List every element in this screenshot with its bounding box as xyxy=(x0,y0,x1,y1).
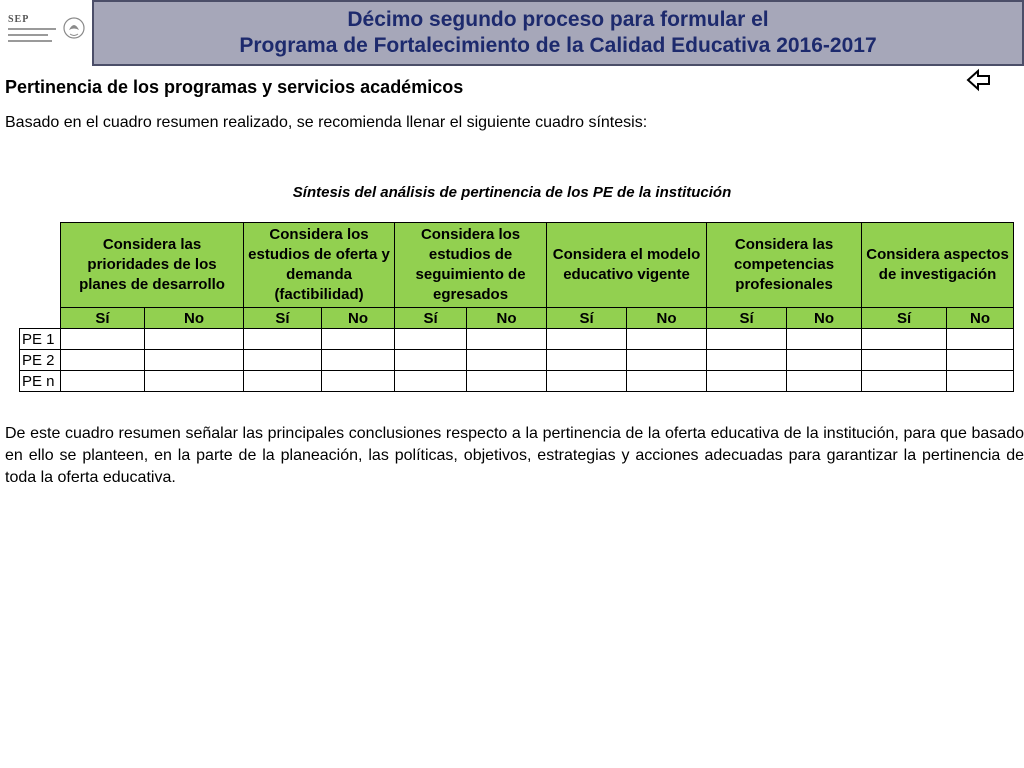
table-cell[interactable] xyxy=(322,350,395,371)
table-cell[interactable] xyxy=(947,371,1014,392)
yes-header: Sí xyxy=(707,308,787,329)
no-header: No xyxy=(467,308,547,329)
table-cell[interactable] xyxy=(322,371,395,392)
table-cell[interactable] xyxy=(707,371,787,392)
table-cell[interactable] xyxy=(467,329,547,350)
conclusion-text: De este cuadro resumen señalar las principales conclusiones respecto a la pertinencia de la oferta educativa de la institución, para que basado en ello se planteen, en la parte de la planeación, las políticas, objetivos, estrategias y acciones adecuadas para garantizar la pertinencia de toda la oferta educativa. xyxy=(5,425,1024,486)
no-header: No xyxy=(787,308,862,329)
row-label: PE n xyxy=(20,371,61,392)
table-cell[interactable] xyxy=(862,371,947,392)
table-cell[interactable] xyxy=(862,350,947,371)
table-cell[interactable] xyxy=(707,350,787,371)
yes-header: Sí xyxy=(862,308,947,329)
corner-cell xyxy=(20,223,61,308)
table-cell[interactable] xyxy=(61,350,145,371)
intro-text: Basado en el cuadro resumen realizado, se recomienda llenar el siguiente cuadro síntesis: xyxy=(5,114,648,131)
row-label: PE 2 xyxy=(20,350,61,371)
table-cell[interactable] xyxy=(244,350,322,371)
table-cell[interactable] xyxy=(627,350,707,371)
no-header: No xyxy=(145,308,244,329)
table-cell[interactable] xyxy=(145,350,244,371)
group-header: Considera los estudios de oferta y demanda (factibilidad) xyxy=(244,223,395,308)
header-banner xyxy=(92,0,1024,66)
page-title-line2: Programa de Fortalecimiento de la Calidad Educativa 2016-2017 xyxy=(239,34,877,57)
sep-logo xyxy=(0,0,93,66)
corner-cell xyxy=(20,308,61,329)
row-label: PE 1 xyxy=(20,329,61,350)
table-cell[interactable] xyxy=(467,371,547,392)
table-row xyxy=(20,350,1014,371)
table-cell[interactable] xyxy=(787,371,862,392)
table-cell[interactable] xyxy=(61,371,145,392)
table-cell[interactable] xyxy=(627,329,707,350)
section-title: Pertinencia de los programas y servicios académicos xyxy=(5,77,464,97)
no-header: No xyxy=(947,308,1014,329)
table-caption: Síntesis del análisis de pertinencia de los PE de la institución xyxy=(292,184,732,201)
table-cell[interactable] xyxy=(395,350,467,371)
synthesis-table xyxy=(19,222,1014,392)
table-cell[interactable] xyxy=(244,329,322,350)
table-cell[interactable] xyxy=(787,350,862,371)
table-cell[interactable] xyxy=(145,329,244,350)
no-header: No xyxy=(322,308,395,329)
table-cell[interactable] xyxy=(547,350,627,371)
table-cell[interactable] xyxy=(61,329,145,350)
back-arrow-icon[interactable] xyxy=(966,68,992,92)
table-row xyxy=(20,371,1014,392)
group-header: Considera las competencias profesionales xyxy=(707,223,862,308)
table-cell[interactable] xyxy=(947,329,1014,350)
table-cell[interactable] xyxy=(547,329,627,350)
table-cell[interactable] xyxy=(395,329,467,350)
group-header: Considera aspectos de investigación xyxy=(862,223,1014,308)
eagle-crest-icon xyxy=(62,14,86,42)
table-cell[interactable] xyxy=(947,350,1014,371)
table-cell[interactable] xyxy=(862,329,947,350)
no-header: No xyxy=(627,308,707,329)
yes-header: Sí xyxy=(395,308,467,329)
table-cell[interactable] xyxy=(244,371,322,392)
yes-header: Sí xyxy=(547,308,627,329)
table-cell[interactable] xyxy=(627,371,707,392)
table-row xyxy=(20,329,1014,350)
table-cell[interactable] xyxy=(467,350,547,371)
table-cell[interactable] xyxy=(395,371,467,392)
table-cell[interactable] xyxy=(145,371,244,392)
group-header: Considera los estudios de seguimiento de egresados xyxy=(395,223,547,308)
page-title-line1: Décimo segundo proceso para formular el xyxy=(347,8,769,31)
group-header: Considera las prioridades de los planes de desarrollo xyxy=(61,223,244,308)
yes-header: Sí xyxy=(61,308,145,329)
table-cell[interactable] xyxy=(322,329,395,350)
logo-text: SEP xyxy=(8,14,30,25)
yes-header: Sí xyxy=(244,308,322,329)
table-cell[interactable] xyxy=(787,329,862,350)
table-cell[interactable] xyxy=(707,329,787,350)
logo-lines xyxy=(8,28,56,46)
table-cell[interactable] xyxy=(547,371,627,392)
group-header: Considera el modelo educativo vigente xyxy=(547,223,707,308)
